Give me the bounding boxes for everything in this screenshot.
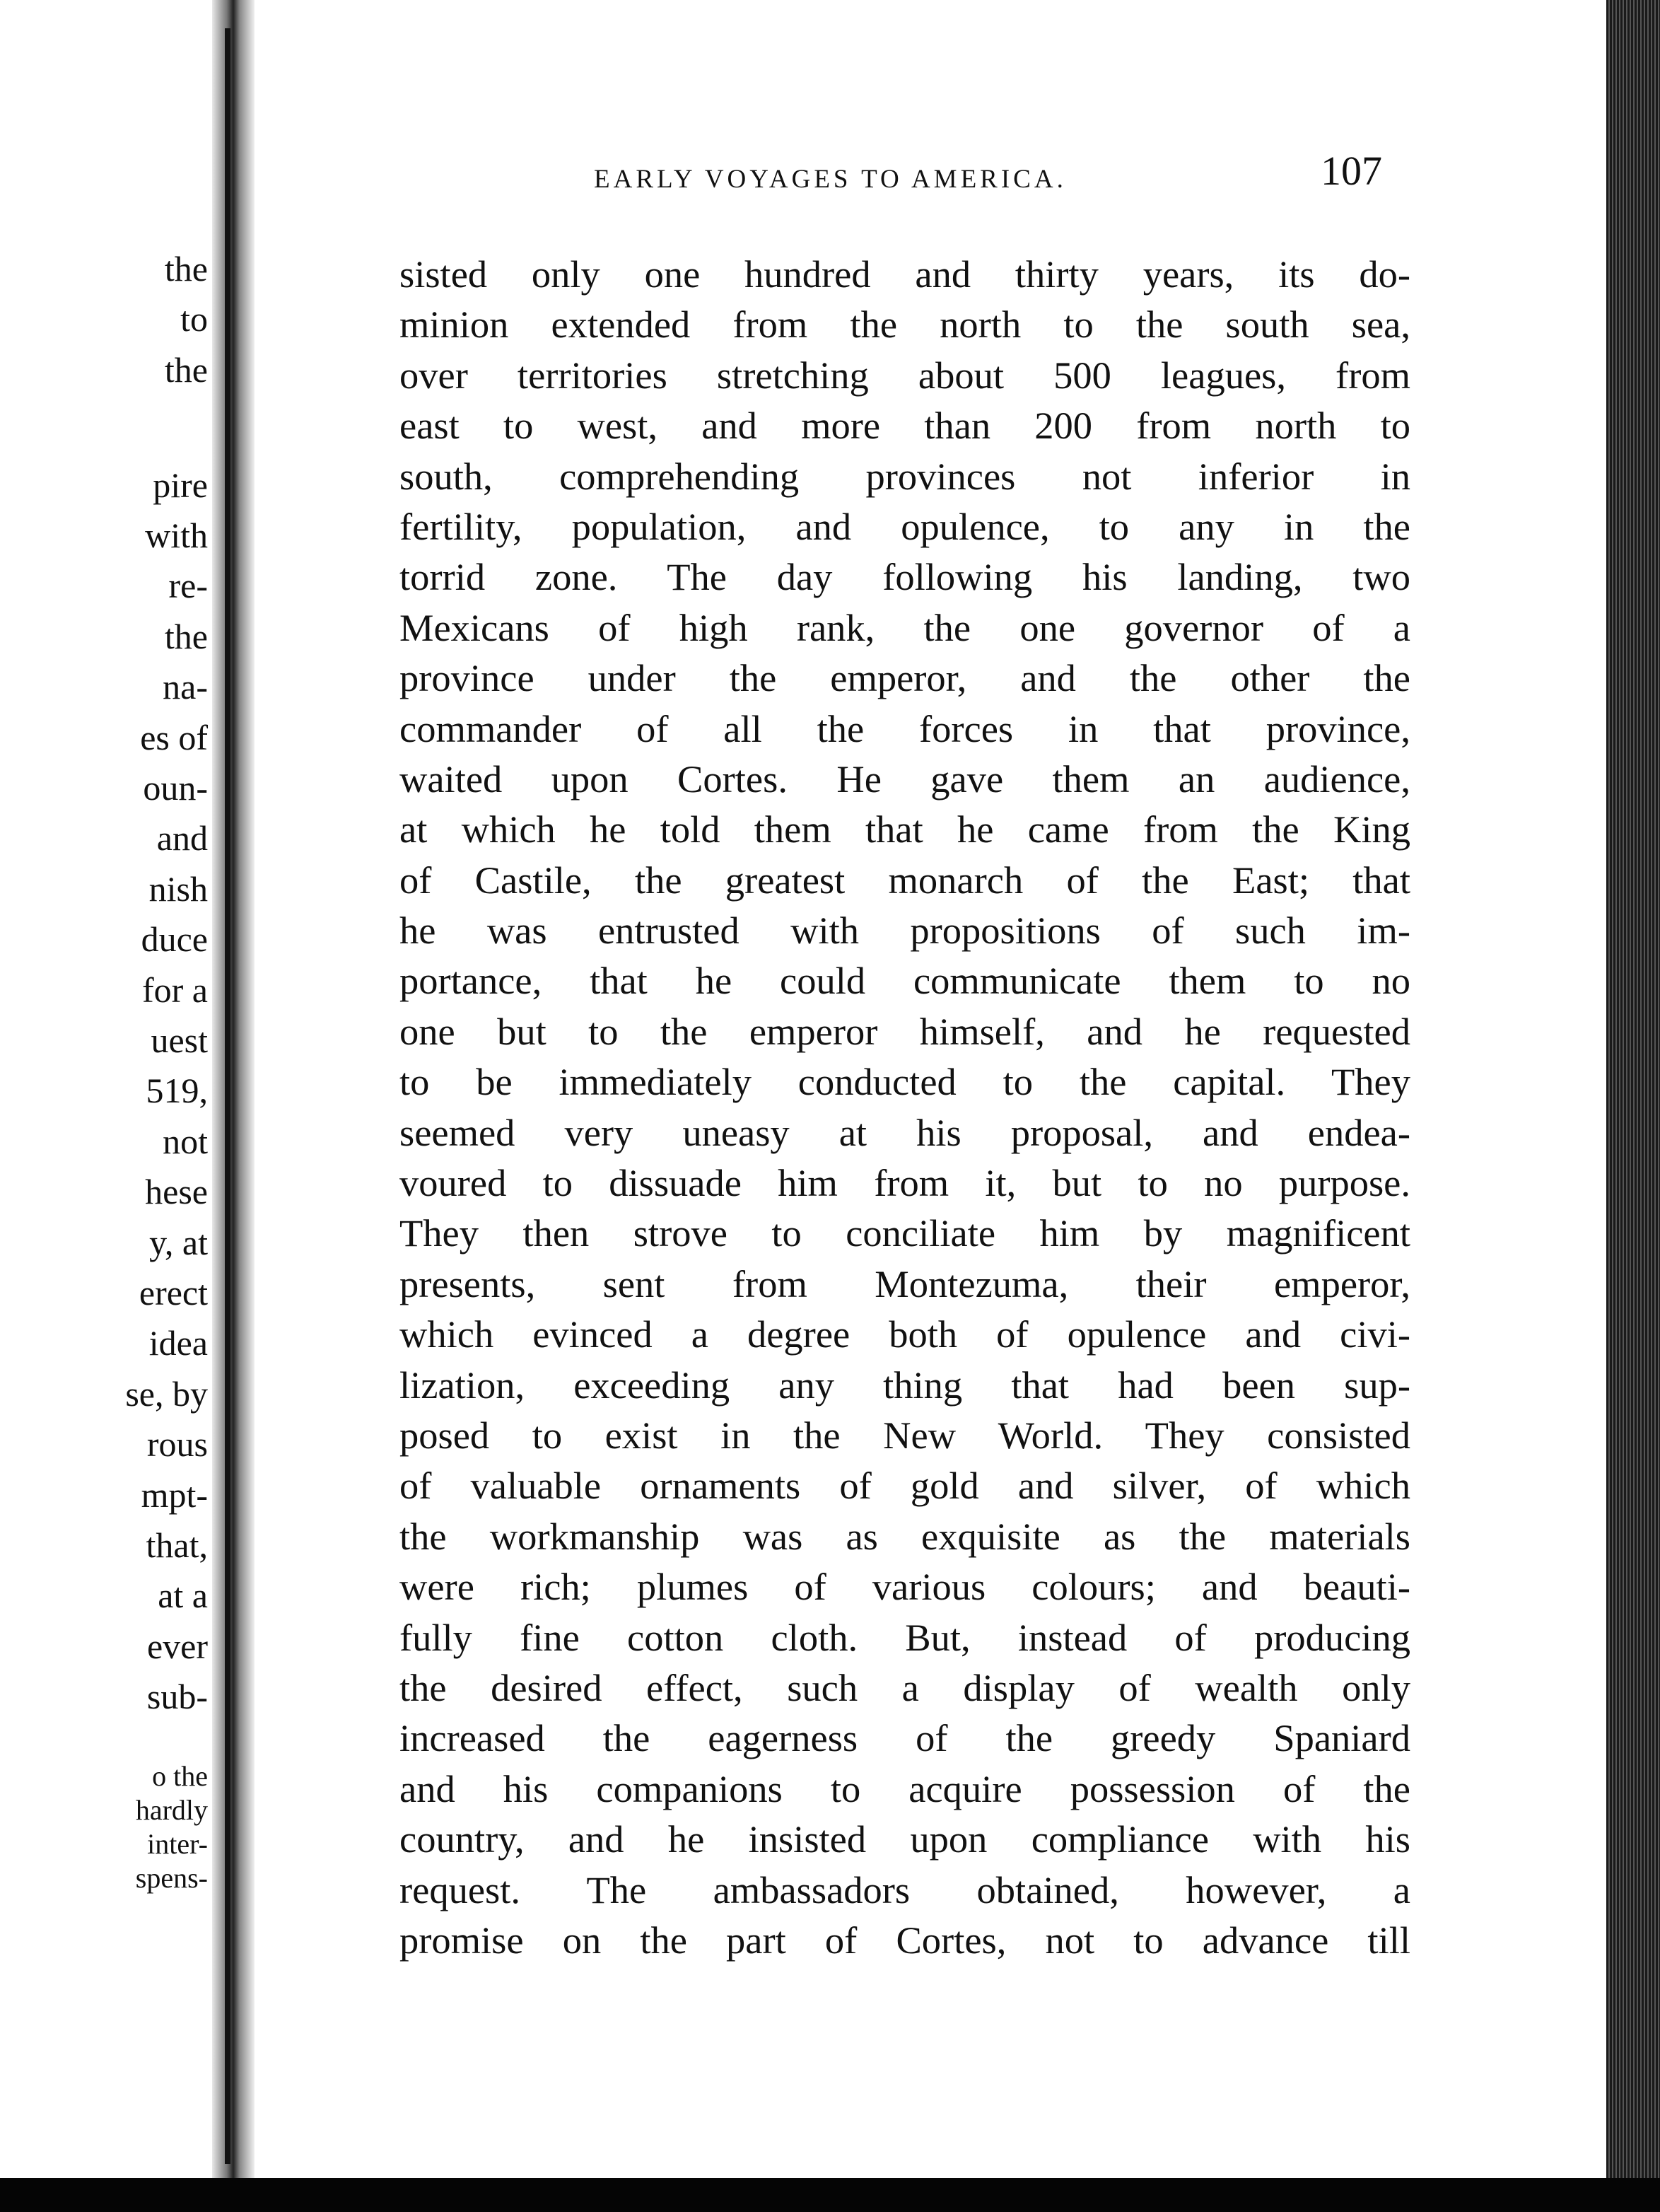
facing-page-line: the: [164, 616, 208, 656]
text-line: of Castile, the greatest monarch of the East; that: [399, 858, 1410, 902]
text-line: presents, sent from Montezuma, their emperor,: [399, 1262, 1410, 1305]
text-line: over territories stretching about 500 leagues, from: [399, 353, 1410, 397]
text-line: promise on the part of Cortes, not to advance till: [399, 1918, 1410, 1962]
text-line: and his companions to acquire possession of the: [399, 1766, 1410, 1810]
facing-page-line: na-: [163, 667, 208, 707]
facing-page-footnote-line: o the: [152, 1760, 208, 1792]
facing-page-line: nish: [148, 868, 208, 909]
facing-page-line: se, by: [125, 1373, 208, 1414]
book-gutter: [212, 0, 255, 2178]
facing-page-footnote-line: spens-: [135, 1862, 208, 1894]
facing-page-footnote-line: hardly: [135, 1794, 208, 1826]
facing-page-line: rous: [146, 1424, 208, 1465]
text-line: portance, that he could communicate them to no: [399, 959, 1410, 1003]
text-line: commander of all the forces in that province,: [399, 706, 1410, 750]
text-line: of valuable ornaments of gold and silver, of which: [399, 1464, 1410, 1508]
facing-page-line: at a: [158, 1576, 208, 1616]
facing-page-line: re-: [168, 566, 208, 606]
facing-page-line: mpt-: [141, 1474, 208, 1515]
facing-page-line: erect: [139, 1273, 208, 1312]
text-line: he was entrusted with propositions of such im-: [399, 909, 1410, 953]
page-number: 107: [1321, 148, 1382, 194]
facing-page-line: pire: [153, 465, 208, 505]
facing-page-line: to: [180, 299, 208, 339]
facing-page-line: 519,: [146, 1071, 208, 1111]
text-line: fertility, population, and opulence, to any in the: [399, 504, 1410, 548]
text-line: seemed very uneasy at his proposal, and endea-: [399, 1110, 1410, 1154]
facing-page-fragment: [0, 0, 212, 2178]
scan-border: [0, 2178, 1660, 2212]
text-line: one but to the emperor himself, and he requested: [399, 1009, 1410, 1053]
text-line: the desired effect, such a display of wealth only: [399, 1665, 1410, 1709]
page-edges: [1606, 0, 1660, 2212]
text-line: were rich; plumes of various colours; and beauti-: [399, 1565, 1410, 1609]
text-line: which evinced a degree both of opulence and civi-: [399, 1312, 1410, 1356]
text-line: Mexicans of high rank, the one governor of a: [399, 605, 1410, 649]
text-line: request. The ambassadors obtained, however, a: [399, 1868, 1410, 1911]
text-line: province under the emperor, and the other the: [399, 656, 1410, 700]
text-line: to be immediately conducted to the capital. They: [399, 1060, 1410, 1104]
text-line: country, and he insisted upon compliance with his: [399, 1817, 1410, 1861]
facing-page-line: sub-: [146, 1677, 208, 1717]
text-line: sisted only one hundred and thirty years, its do-: [399, 252, 1410, 296]
facing-page-line: y, at: [149, 1222, 208, 1262]
text-line: posed to exist in the New World. They consisted: [399, 1413, 1410, 1457]
text-line: east to west, and more than 200 from north to: [399, 404, 1410, 448]
text-line: the workmanship was as exquisite as the materials: [399, 1514, 1410, 1558]
facing-page-footnote-line: inter-: [147, 1828, 208, 1860]
text-line: increased the eagerness of the greedy Spaniard: [399, 1716, 1410, 1760]
facing-page-line: duce: [141, 919, 208, 960]
facing-page-line: hese: [145, 1172, 208, 1212]
facing-page-line: not: [163, 1121, 208, 1161]
facing-page-line: ever: [146, 1626, 208, 1666]
text-line: minion extended from the north to the south sea,: [399, 303, 1410, 347]
body-text: [399, 249, 1410, 1965]
facing-page-line: uest: [151, 1020, 208, 1060]
text-line: at which he told them that he came from the King: [399, 808, 1410, 851]
facing-page-line: idea: [148, 1323, 208, 1363]
gutter-shadow: [225, 28, 230, 2164]
running-head: EARLY VOYAGES TO AMERICA.: [594, 165, 1067, 194]
text-line: torrid zone. The day following his landing, two: [399, 555, 1410, 599]
facing-page-line: for a: [142, 970, 208, 1010]
facing-page-line: and: [156, 818, 208, 858]
facing-page-line: with: [145, 516, 208, 555]
facing-page-line: that,: [146, 1525, 208, 1565]
text-line: fully fine cotton cloth. But, instead of producing: [399, 1615, 1410, 1659]
text-line: south, comprehending provinces not inferior in: [399, 454, 1410, 498]
text-line: voured to dissuade him from it, but to no purpose.: [399, 1161, 1410, 1205]
text-line: lization, exceeding any thing that had been sup-: [399, 1363, 1410, 1407]
facing-page-line: the: [164, 249, 208, 289]
text-line: They then strove to conciliate him by magnificent: [399, 1211, 1410, 1255]
facing-page-line: oun-: [143, 768, 208, 808]
facing-page-line: es of: [140, 717, 208, 757]
text-line: waited upon Cortes. He gave them an audience,: [399, 757, 1410, 801]
facing-page-line: the: [164, 349, 208, 390]
